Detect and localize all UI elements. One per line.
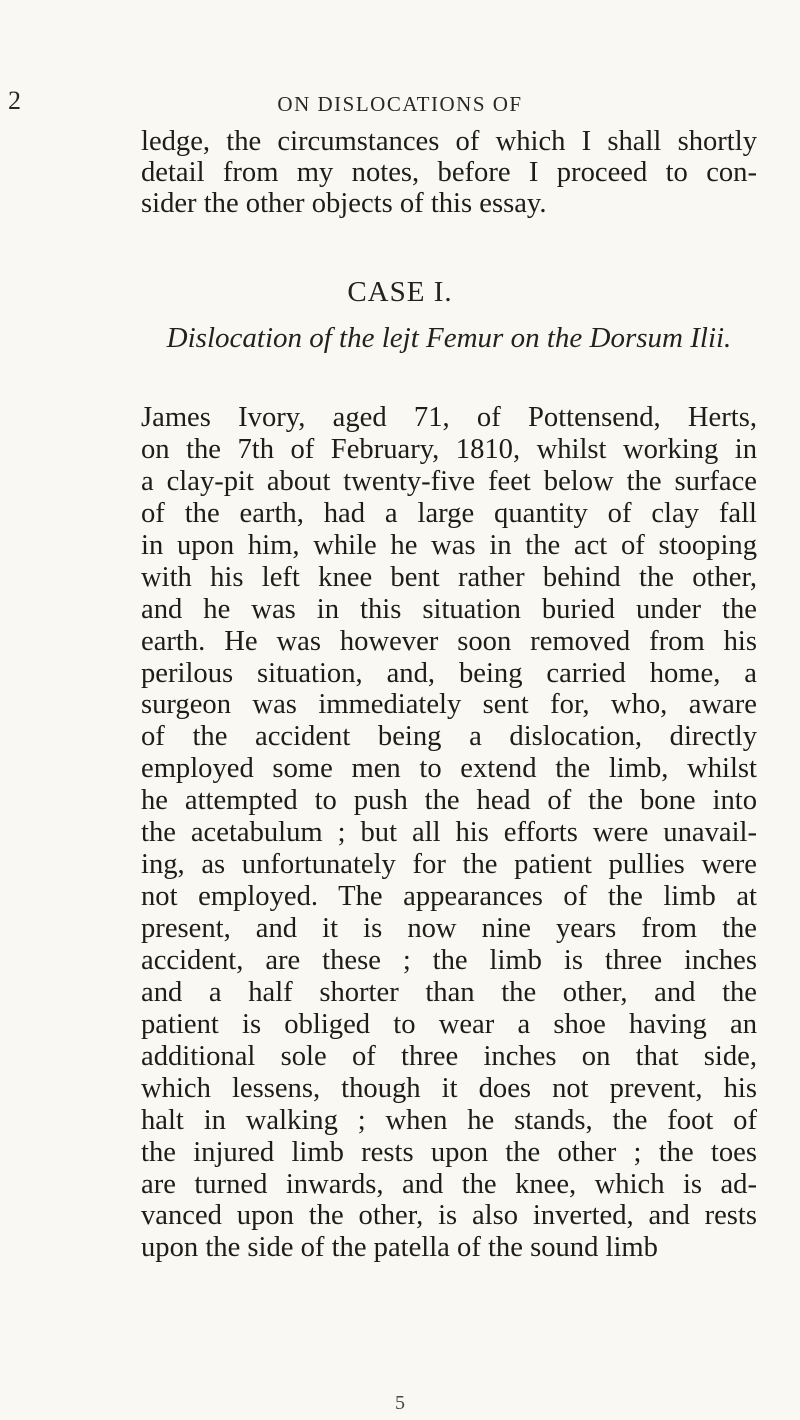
text-line: ing, as unfortunately for the patient pullies were <box>141 849 757 881</box>
text-line: the acetabulum ; but all his efforts were unavail- <box>141 817 757 849</box>
running-head: ON DISLOCATIONS OF <box>277 92 523 116</box>
text-line: not employed. The appearances of the limb at <box>141 881 757 913</box>
paragraph-1 <box>141 126 757 219</box>
case-heading: CASE I. <box>347 276 453 308</box>
text-line: ledge, the circumstances of which I shall shortly <box>141 126 757 157</box>
text-line: halt in walking ; when he stands, the foot of <box>141 1104 757 1136</box>
text-line: additional sole of three inches on that side, <box>141 1040 757 1072</box>
text-line: with his left knee bent rather behind the other, <box>141 561 757 593</box>
text-line: perilous situation, and, being carried home, a <box>141 657 757 689</box>
text-line: are turned inwards, and the knee, which is ad- <box>141 1168 757 1200</box>
text-line: employed some men to extend the limb, whilst <box>141 753 757 785</box>
text-line: vanced upon the other, is also inverted, and rests <box>141 1200 757 1232</box>
text-line: of the accident being a dislocation, directly <box>141 721 757 753</box>
text-line: he attempted to push the head of the bone into <box>141 785 757 817</box>
text-line: James Ivory, aged 71, of Pottensend, Herts, <box>141 402 757 433</box>
text-line: and a half shorter than the other, and the <box>141 976 757 1008</box>
text-line: upon the side of the patella of the sound limb <box>141 1232 658 1264</box>
page-number: 2 <box>8 86 21 115</box>
text-line: accident, are these ; the limb is three inches <box>141 944 757 976</box>
text-line: present, and it is now nine years from the <box>141 913 757 944</box>
text-line: the injured limb rests upon the other ; the toes <box>141 1136 757 1168</box>
text-line: sider the other objects of this essay. <box>141 188 547 219</box>
text-line: of the earth, had a large quantity of clay fall <box>141 497 757 529</box>
text-line: detail from my notes, before I proceed to con- <box>141 157 757 188</box>
text-line: surgeon was immediately sent for, who, aware <box>141 689 757 721</box>
signature-mark: 5 <box>395 1392 405 1414</box>
case-subtitle: Dislocation of the lejt Femur on the Dorsum Ilii. <box>166 322 732 354</box>
text-line: earth. He was however soon removed from his <box>141 625 757 657</box>
text-line: on the 7th of February, 1810, whilst working in <box>141 433 757 465</box>
text-line: and he was in this situation buried under the <box>141 593 757 625</box>
paragraph-2 <box>141 402 757 1264</box>
text-line: a clay-pit about twenty-five feet below the surface <box>141 465 757 497</box>
text-line: in upon him, while he was in the act of stooping <box>141 529 757 561</box>
text-line: patient is obliged to wear a shoe having an <box>141 1008 757 1040</box>
text-line: which lessens, though it does not prevent, his <box>141 1072 757 1104</box>
